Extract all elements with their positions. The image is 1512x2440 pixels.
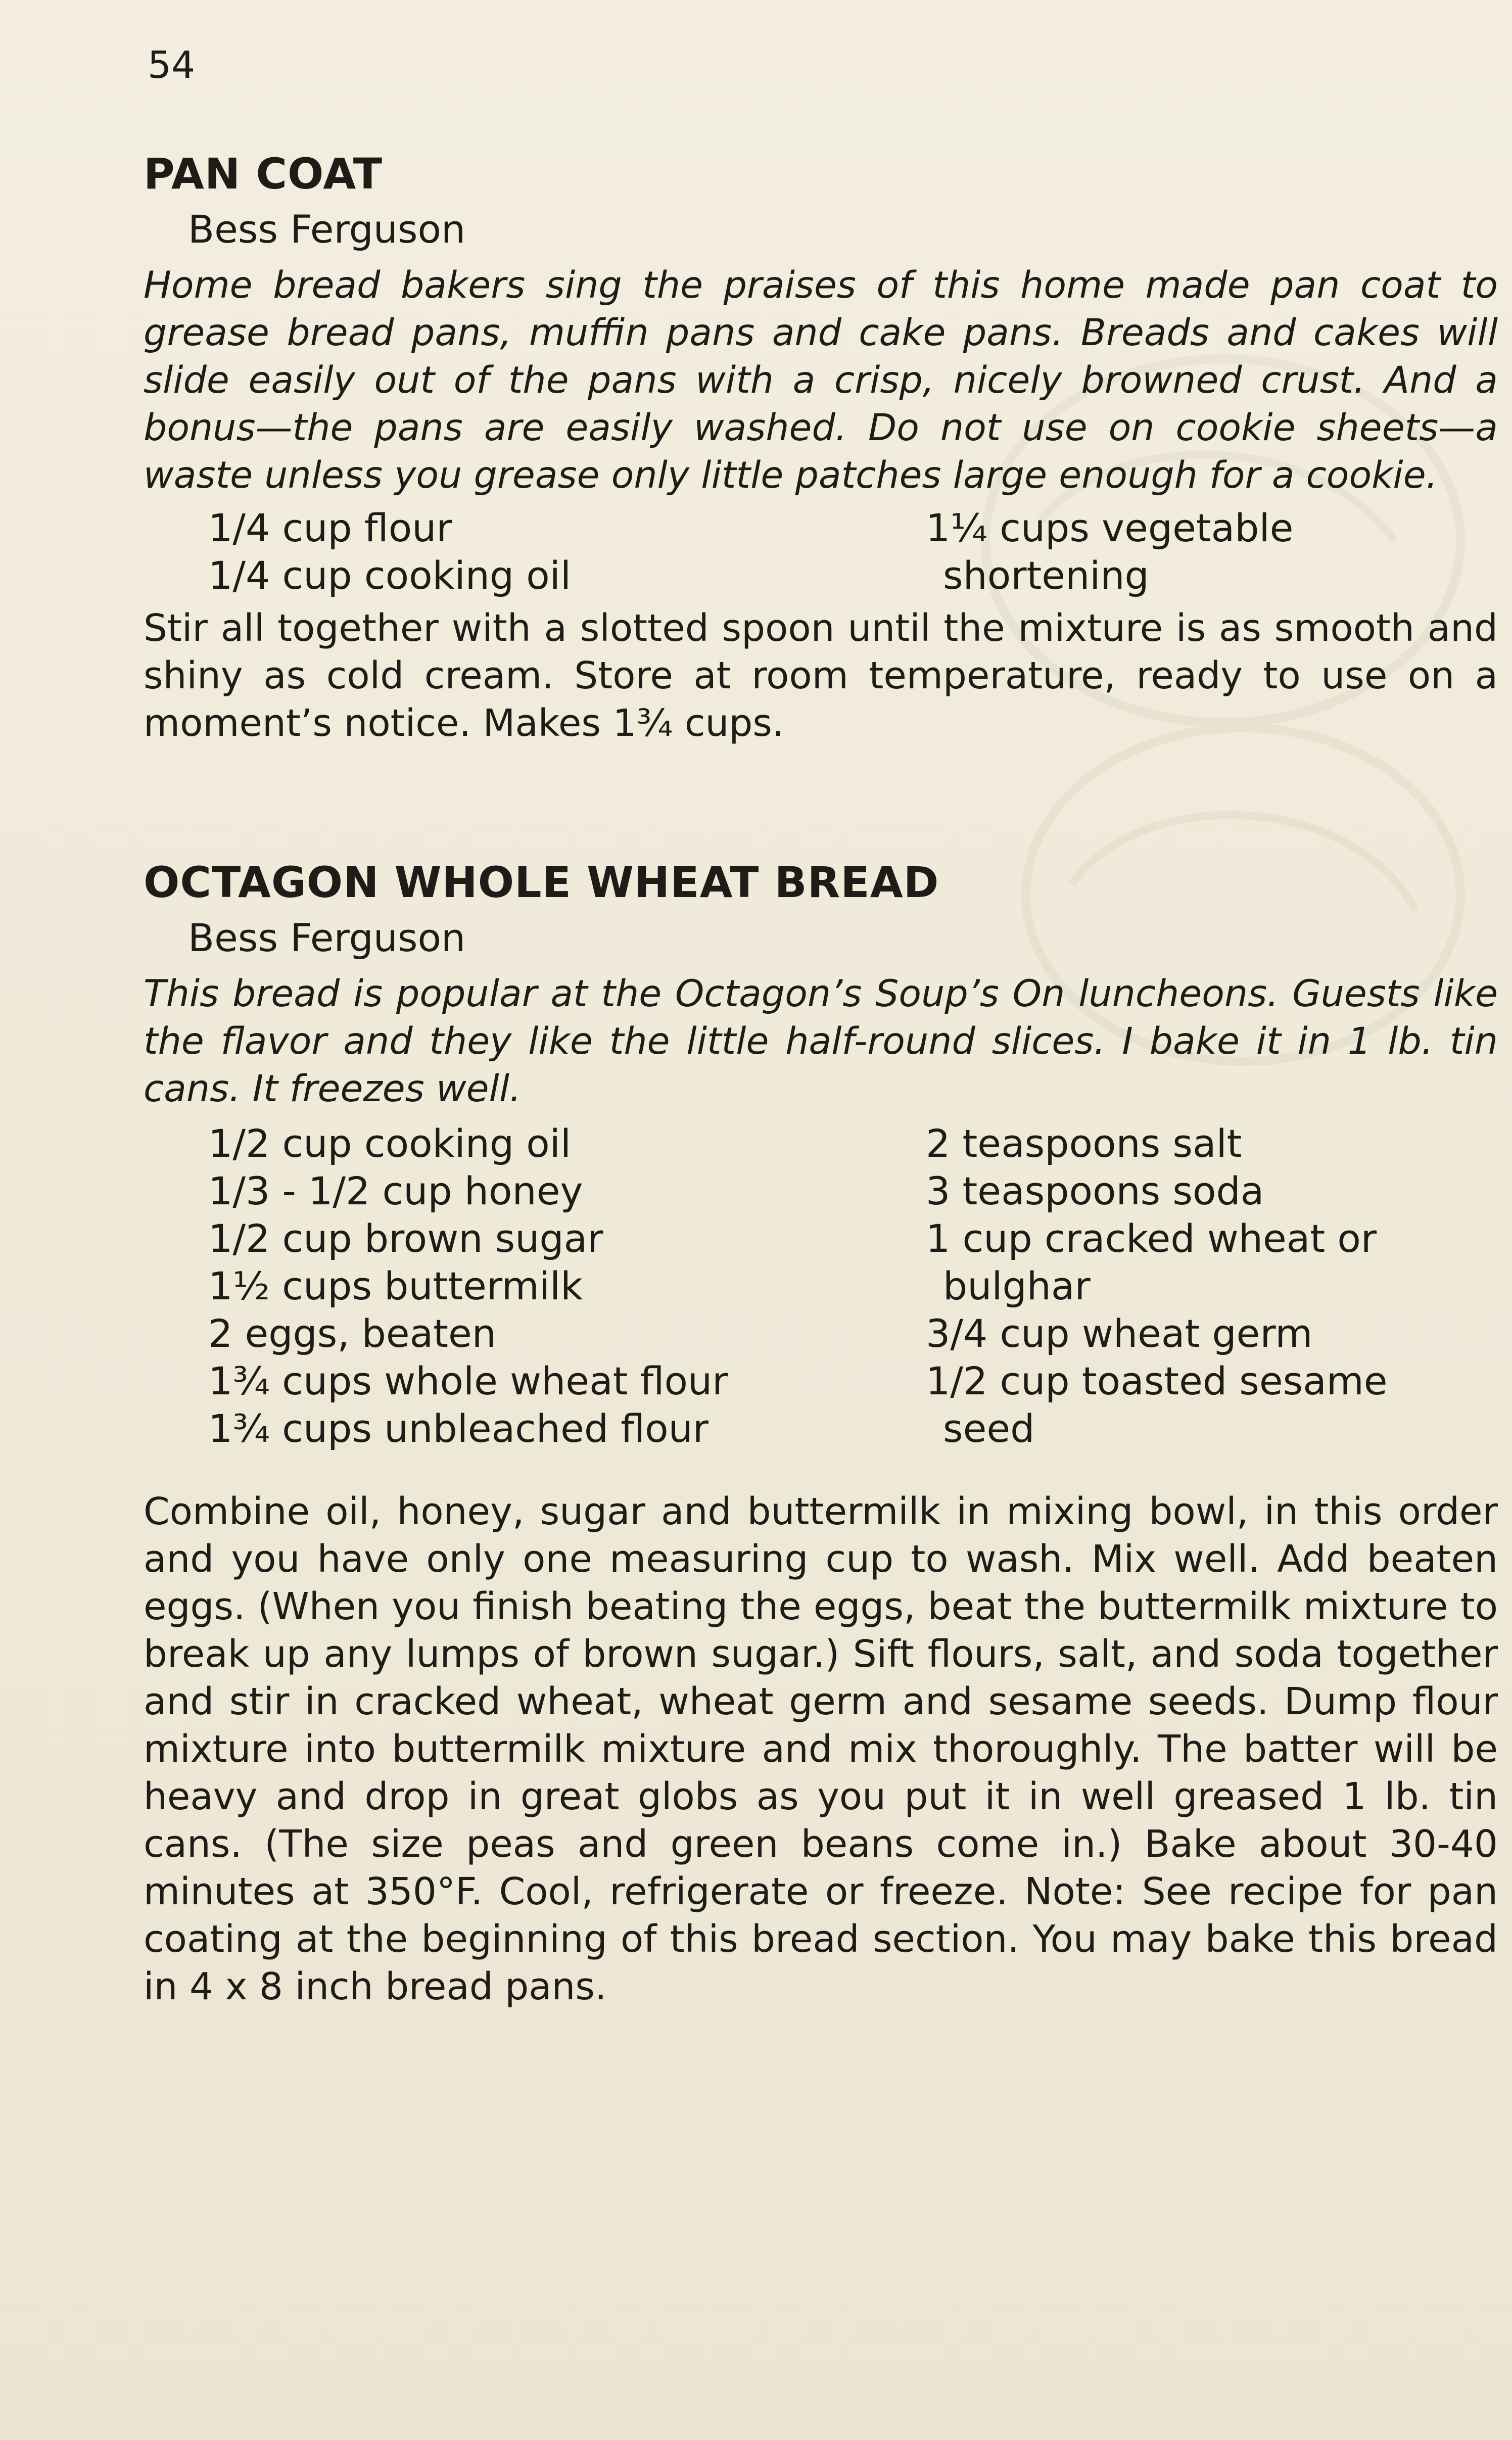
- ingredient-list: [208, 504, 1498, 599]
- recipe-author: Bess Ferguson: [188, 915, 466, 961]
- ingredient-item: 1¾ cups unbleached flour: [208, 1405, 709, 1451]
- ingredient-column-left: [208, 1120, 895, 1452]
- ingredient-item: 2 eggs, beaten: [208, 1310, 496, 1356]
- ingredient-item: 1/3 - 1/2 cup honey: [208, 1168, 583, 1213]
- recipe-method: Combine oil, honey, sugar and buttermilk in mixing bowl, in this order and you have only one measuring cup to wash. Mix well. Add beaten eggs. (When you finish beating the eggs, beat the buttermilk mixture to break up any lumps of brown sugar.) Sift flours, salt, and soda together and stir in cracked wheat, wheat germ and sesame seeds. Dump flour mixture into buttermilk mixture and mix thoroughly. The batter will be heavy and drop in great globs as you put it in well greased 1 lb. tin cans. (The size peas and green beans come in.) Bake about 30-40 minutes at 350°F. Cool, refrigerate or freeze. Note: See recipe for pan coating at the beginning of this bread section. You may bake this bread in 4 x 8 inch bread pans.: [144, 1489, 1498, 2008]
- ingredient-item: 1/2 cup cooking oil: [208, 1120, 572, 1166]
- ingredient-item: 1 cup cracked wheat or: [926, 1215, 1377, 1261]
- recipe-title: OCTAGON WHOLE WHEAT BREAD: [144, 858, 939, 907]
- recipe-intro: Home bread bakers sing the praises of this home made pan coat to grease bread pans, muffin pans and cake pans. Breads and cakes will slide easily out of the pans with a crisp, nicely browned crust. And a bonus—the pans are easily washed. Do not use on cookie sheets—a waste unless you grease only little patches large enough for a cookie.: [144, 263, 1498, 497]
- ingredient-item: 3/4 cup wheat germ: [926, 1310, 1313, 1356]
- recipe-pan-coat: [144, 149, 1498, 747]
- ingredient-item: 1¼ cups vegetable: [926, 505, 1294, 550]
- ingredient-item-continued: seed: [943, 1405, 1035, 1451]
- page-number: 54: [148, 43, 196, 87]
- ingredient-column-right: [926, 504, 1507, 599]
- ingredient-item: 1/2 cup brown sugar: [208, 1215, 603, 1261]
- ingredient-column-right: [926, 1120, 1507, 1452]
- recipe-author: Bess Ferguson: [188, 207, 466, 252]
- recipe-title: PAN COAT: [144, 149, 383, 199]
- recipe-intro: This bread is popular at the Octagon’s Soup’s On luncheons. Guests like the flavor and they like the little half-round slices. I bake it in 1 lb. tin cans. It freezes well.: [144, 972, 1498, 1110]
- ingredient-item: 1¾ cups whole wheat flour: [208, 1358, 728, 1403]
- ingredient-item: 1½ cups buttermilk: [208, 1263, 583, 1308]
- ingredient-item-continued: shortening: [943, 552, 1149, 598]
- ingredient-item-continued: bulghar: [943, 1263, 1091, 1308]
- ingredient-column-left: [208, 504, 895, 599]
- ingredient-item: 2 teaspoons salt: [926, 1120, 1242, 1166]
- ingredient-item: 3 teaspoons soda: [926, 1168, 1264, 1213]
- recipe-method: Stir all together with a slotted spoon until the mixture is as smooth and shiny as cold cream. Store at room temperature, ready to use on a moment’s notice. Makes 1¾ cups.: [144, 606, 1498, 745]
- ingredient-item: 1/4 cup flour: [208, 505, 452, 550]
- ingredient-list: [208, 1120, 1498, 1452]
- ingredient-item: 1/2 cup toasted sesame: [926, 1358, 1388, 1403]
- ingredient-item: 1/4 cup cooking oil: [208, 552, 572, 598]
- recipe-octagon-whole-wheat-bread: [144, 860, 1498, 2010]
